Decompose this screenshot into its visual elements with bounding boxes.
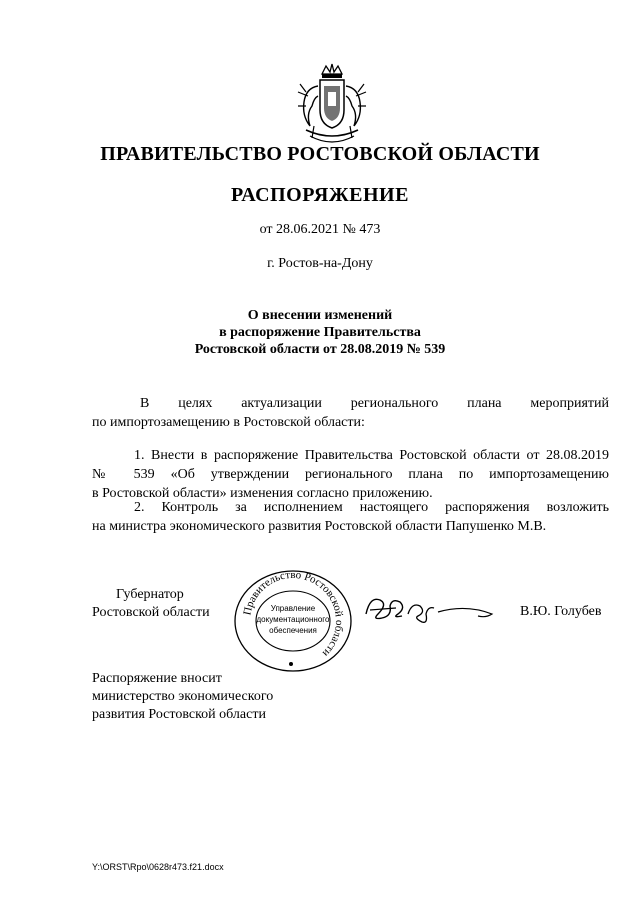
text-line: № 539 «Об утверждении регионального плана по импортозамещению <box>92 467 609 482</box>
file-path: Y:\ORST\Rpo\0628r473.f21.docx <box>92 862 224 872</box>
text-line: В целях актуализации регионального плана мероприятий <box>140 396 609 411</box>
text-line: 1. Внести в распоряжение Правительства Ростовской области от 28.08.2019 <box>134 448 609 463</box>
stamp-center-line: Управление <box>270 604 316 613</box>
submitted-line: министерство экономического <box>92 689 274 704</box>
preamble-paragraph <box>92 394 609 432</box>
signatory-role <box>92 586 232 622</box>
text-line: на министра экономического развития Ростовской области Папушенко М.В. <box>92 519 547 534</box>
document-type: РАСПОРЯЖЕНИЕ <box>231 184 409 206</box>
official-stamp <box>228 568 358 674</box>
submitted-line: Распоряжение вносит <box>92 671 222 686</box>
date-number: от 28.06.2021 № 473 <box>259 222 381 237</box>
document-subject <box>0 307 640 358</box>
city: г. Ростов-на-Дону <box>267 256 373 271</box>
item-1-paragraph <box>92 446 609 503</box>
submitted-line: развития Ростовской области <box>92 707 266 722</box>
submitted-by <box>92 670 352 724</box>
coat-of-arms-icon <box>292 62 372 152</box>
stamp-center-line: документационного <box>256 615 330 624</box>
subject-line: О внесении изменений <box>247 308 393 323</box>
stamp-ring-text: Правительство Ростовской области <box>241 568 346 660</box>
text-line: 2. Контроль за исполнением настоящего распоряжения возложить <box>134 500 609 515</box>
stamp-center-line: обеспечения <box>269 626 317 635</box>
subject-line: Ростовской области от 28.08.2019 № 539 <box>194 342 446 357</box>
role-line: Ростовской области <box>92 605 210 620</box>
signatory-name: В.Ю. Голубев <box>520 604 602 619</box>
text-line: по импортозамещению в Ростовской области: <box>92 415 365 430</box>
text-line: в Ростовской области» изменения согласно приложению. <box>92 486 433 501</box>
item-2-paragraph <box>92 498 609 536</box>
subject-line: в распоряжение Правительства <box>219 325 421 340</box>
handwritten-signature-icon <box>362 588 498 628</box>
government-name: ПРАВИТЕЛЬСТВО РОСТОВСКОЙ ОБЛАСТИ <box>100 143 540 165</box>
role-line: Губернатор <box>116 587 184 602</box>
